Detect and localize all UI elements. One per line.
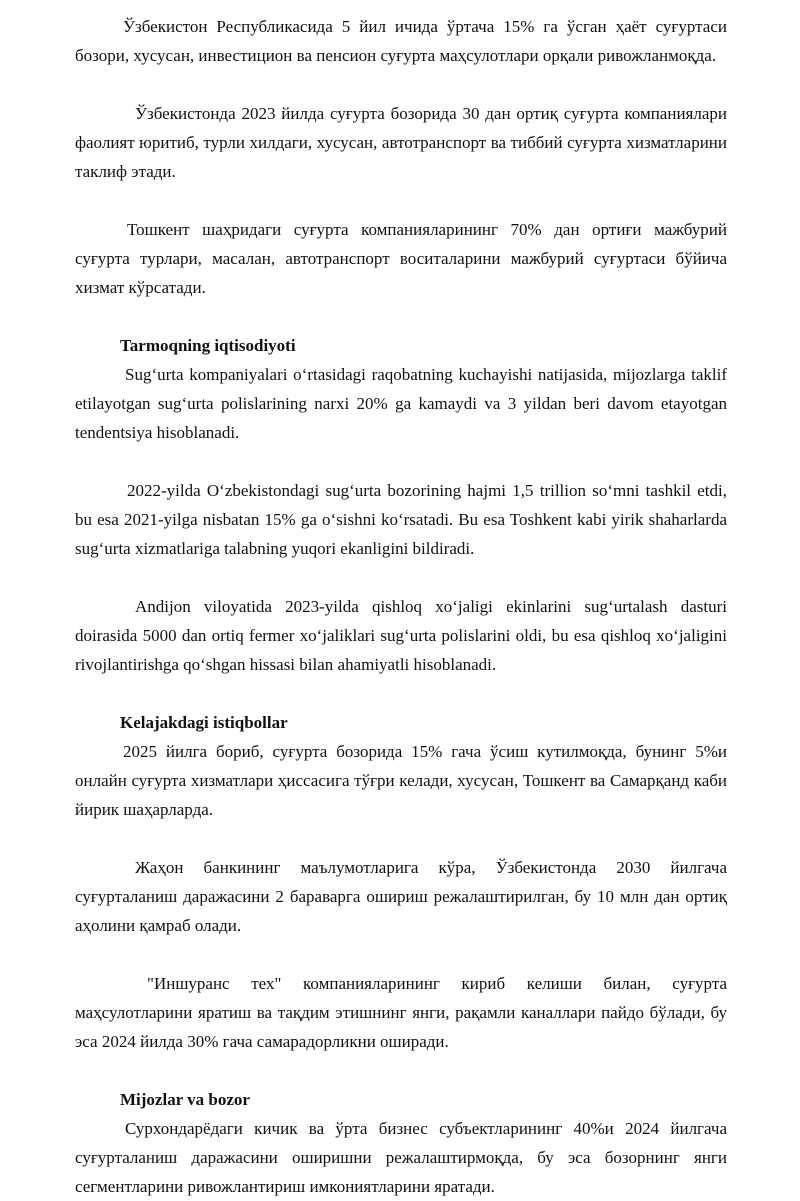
clients-paragraph-1: Сурхондарёдаги кичик ва ўрта бизнес субъектларининг 40%и 2024 йилгача суғурталаниш даражасини оширишни режалаштирмоқда, бу эса бозорнинг янги сегментларини ривожлантириш имкониятларини яратади. (75, 1119, 727, 1196)
paragraph-gap (75, 447, 727, 476)
paragraph-gap (75, 302, 727, 331)
prospects-paragraph-2: Жаҳон банкининг маълумотларига кўра, Ўзбекистонда 2030 йилгача суғурталаниш даражасини 2 бараварга ошириш режалаштирилган, бу 10 млн дан ортиқ аҳолини қамраб олади. (75, 858, 727, 935)
economy-paragraph-3: Andijon viloyatida 2023-yilda qishloq xoʻjaligi ekinlarini sugʻurtalash dasturi doirasida 5000 dan ortiq fermer xoʻjaliklari sugʻurta polislarini oldi, bu esa qishloq xoʻjaligini rivojlantirishga qoʻshgan hissasi bilan ahamiyatli hisoblanadi. (75, 597, 727, 674)
paragraph-gap (75, 563, 727, 592)
economy-paragraph-2: 2022-yilda Oʻzbekistondagi sugʻurta bozorining hajmi 1,5 trillion soʻmni tashkil etdi, bu esa 2021-yilga nisbatan 15% ga oʻsishni koʻrsatadi. Bu esa Toshkent kabi yirik shaharlarda sugʻurta xizmatlariga talabning yuqori ekanligini bildiradi. (75, 481, 727, 558)
section-heading-economy: Tarmoqning iqtisodiyoti (120, 336, 296, 355)
intro-paragraph-2: Ўзбекистонда 2023 йилда суғурта бозорида 30 дан ортиқ суғурта компаниялари фаолият юритиб, турли хилдаги, хусусан, автотранспорт ва тиббий суғурта хизматларини таклиф этади. (75, 104, 727, 181)
section-heading-clients: Mijozlar va bozor (120, 1090, 250, 1109)
paragraph-gap (75, 70, 727, 99)
prospects-paragraph-1: 2025 йилга бориб, суғурта бозорида 15% гача ўсиш кутилмоқда, бунинг 5%и онлайн суғурта хизматлари ҳиссасига тўғри келади, хусусан, Тошкент ва Самарқанд каби йирик шаҳарларда. (75, 742, 727, 819)
intro-paragraph-1: Ўзбекистон Республикасида 5 йил ичида ўртача 15% га ўсган ҳаёт суғуртаси бозори, хусусан, инвестицион ва пенсион суғурта маҳсулотлари орқали ривожланмоқда. (75, 17, 727, 65)
paragraph-gap (75, 940, 727, 969)
paragraph-gap (75, 186, 727, 215)
document-page (75, 12, 727, 1201)
intro-paragraph-3: Тошкент шаҳридаги суғурта компанияларининг 70% дан ортиғи мажбурий суғурта турлари, масалан, автотранспорт воситаларини мажбурий суғуртаси бўйича хизмат кўрсатади. (75, 220, 727, 297)
prospects-paragraph-3: "Иншуранс тех" компанияларининг кириб келиши билан, суғурта маҳсулотларини яратиш ва тақдим этишнинг янги, рақамли каналлари пайдо бўлади, бу эса 2024 йилда 30% гача самарадорликни оширади. (75, 974, 727, 1051)
section-heading-prospects: Kelajakdagi istiqbollar (120, 713, 288, 732)
economy-paragraph-1: Sugʻurta kompaniyalari oʻrtasidagi raqobatning kuchayishi natijasida, mijozlarga taklif etilayotgan sugʻurta polislarining narxi 20% ga kamaydi va 3 yildan beri davom etayotgan tendentsiya hisoblanadi. (75, 365, 727, 442)
paragraph-gap (75, 1056, 727, 1085)
paragraph-gap (75, 679, 727, 708)
paragraph-gap (75, 824, 727, 853)
